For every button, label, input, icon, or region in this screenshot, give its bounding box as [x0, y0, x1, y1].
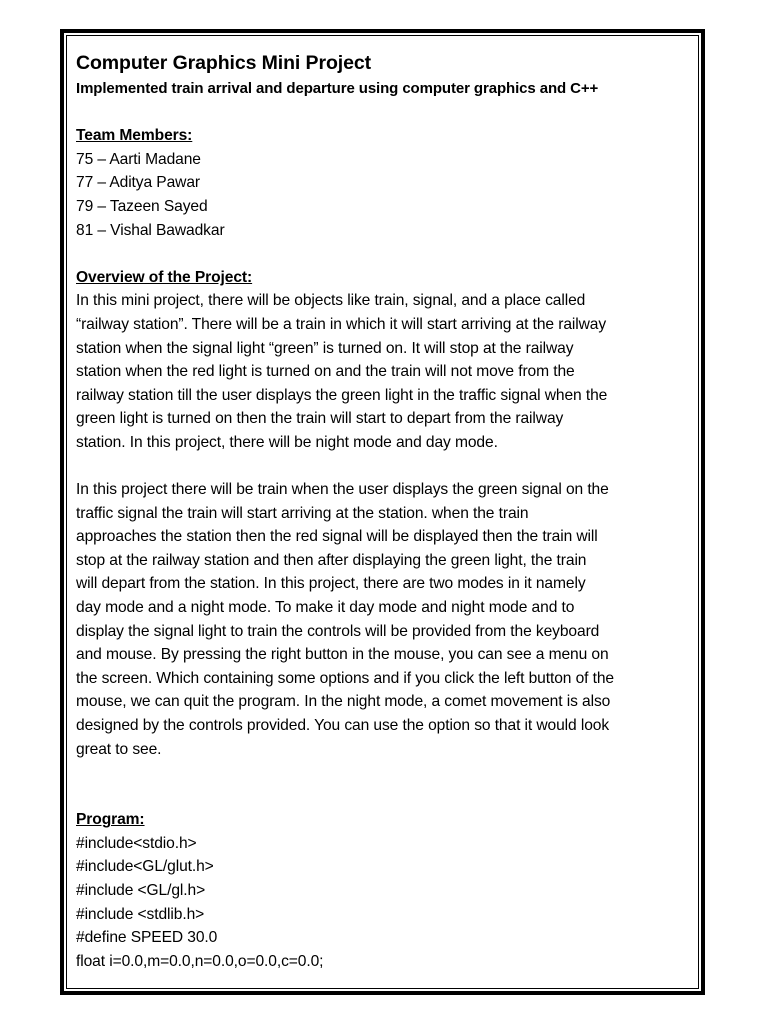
- spacer: [76, 761, 693, 808]
- program-code: [76, 832, 693, 974]
- code-line: #define SPEED 30.0: [76, 929, 218, 947]
- code-line: float i=0.0,m=0.0,n=0.0,o=0.0,c=0.0;: [76, 952, 324, 970]
- code-line: #include<GL/glut.h>: [76, 858, 214, 876]
- text-line: and mouse. By pressing the right button in the mouse, you can see a menu on: [76, 646, 609, 664]
- spacer: [76, 242, 693, 266]
- text-line: “railway station”. There will be a train in which it will start arriving at the railway: [76, 315, 607, 333]
- document-page: [60, 29, 705, 995]
- page-subtitle: Implemented train arrival and departure using computer graphics and C++: [76, 80, 599, 97]
- text-line: station. In this project, there will be night mode and day mode.: [76, 433, 498, 451]
- code-line: #include<stdio.h>: [76, 834, 197, 852]
- text-line: approaches the station then the red signal will be displayed then the train will: [76, 528, 598, 546]
- team-member: 81 – Vishal Bawadkar: [76, 221, 225, 239]
- text-line: day mode and a night mode. To make it day mode and night mode and to: [76, 599, 575, 617]
- text-line: station when the signal light “green” is turned on. It will stop at the railway: [76, 339, 574, 357]
- text-line: railway station till the user displays the green light in the traffic signal when the: [76, 386, 608, 404]
- page-title: Computer Graphics Mini Project: [76, 52, 371, 74]
- team-member: 75 – Aarti Madane: [76, 150, 201, 168]
- overview-heading: Overview of the Project:: [76, 268, 253, 286]
- overview-paragraph-2: [76, 478, 693, 761]
- text-line: traffic signal the train will start arriving at the station. when the train: [76, 504, 529, 522]
- spacer: [76, 455, 693, 479]
- code-line: #include <stdlib.h>: [76, 905, 205, 923]
- text-line: the screen. Which containing some options and if you click the left button of the: [76, 669, 614, 687]
- text-line: In this project there will be train when the user displays the green signal on the: [76, 481, 609, 499]
- text-line: display the signal light to train the controls will be provided from the keyboard: [76, 622, 600, 640]
- text-line: great to see.: [76, 740, 162, 758]
- text-line: will depart from the station. In this project, there are two modes in it namely: [76, 575, 586, 593]
- text-line: green light is turned on then the train will start to depart from the railway: [76, 410, 564, 428]
- spacer: [76, 101, 693, 125]
- text-line: In this mini project, there will be objects like train, signal, and a place called: [76, 292, 586, 310]
- code-line: #include <GL/gl.h>: [76, 882, 206, 899]
- team-member: 77 – Aditya Pawar: [76, 174, 200, 192]
- document-content: [76, 49, 693, 973]
- text-line: designed by the controls provided. You can use the option so that it would look: [76, 717, 610, 735]
- text-line: station when the red light is turned on and the train will not move from the: [76, 363, 575, 381]
- text-line: mouse, we can quit the program. In the night mode, a comet movement is also: [76, 693, 611, 711]
- overview-paragraph-1: [76, 289, 693, 454]
- text-line: stop at the railway station and then after displaying the green light, the train: [76, 551, 587, 569]
- program-heading: Program:: [76, 811, 145, 829]
- team-heading: Team Members:: [76, 127, 193, 145]
- team-list: [76, 148, 693, 242]
- team-member: 79 – Tazeen Sayed: [76, 197, 208, 215]
